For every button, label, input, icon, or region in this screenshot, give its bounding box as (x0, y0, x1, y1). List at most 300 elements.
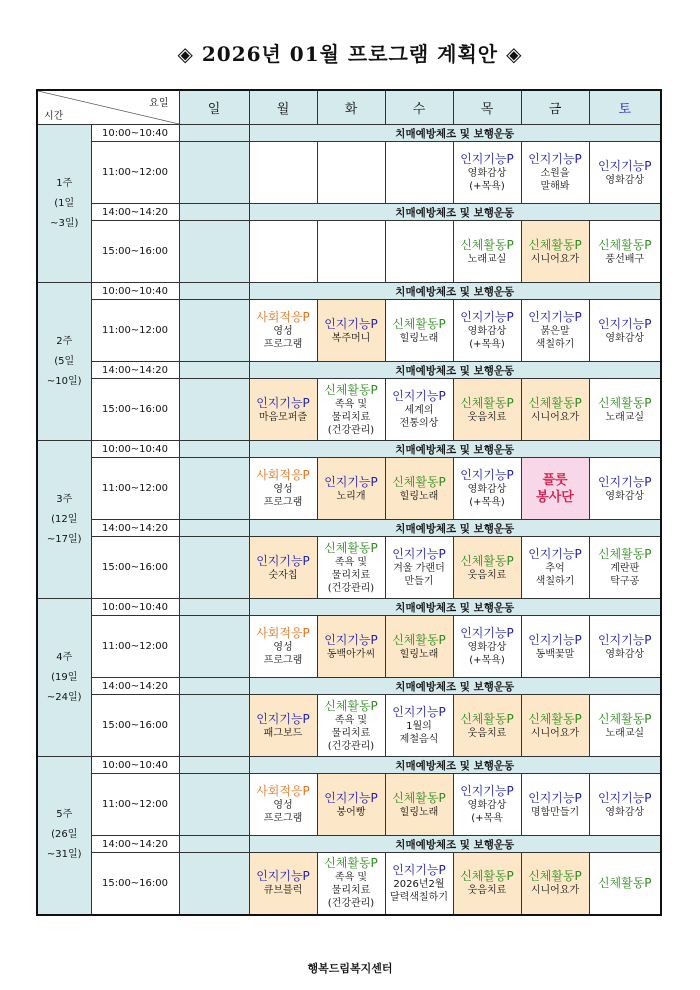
common-activity: 치매예방체조 및 보행운동 (249, 125, 661, 142)
program-cell-thu (453, 537, 521, 599)
program-detail: 물리치료 (331, 569, 371, 581)
program-cell-wed (385, 142, 453, 204)
program-entry (318, 856, 385, 910)
afternoon-program-row (37, 537, 661, 599)
program-category: 인지기능P (256, 553, 310, 568)
sunday-cell (179, 836, 249, 853)
program-category: 신체활동P (392, 632, 446, 647)
program-category: 신체활동P (528, 237, 582, 252)
time-slot: 11:00~12:00 (91, 616, 179, 678)
program-detail: 마음모퍼즐 (258, 411, 308, 423)
program-detail: 만들기 (404, 576, 434, 587)
header-row (37, 90, 661, 125)
program-detail: 명함만들기 (530, 806, 580, 818)
common-activity: 치매예방체조 및 보행운동 (249, 204, 661, 221)
program-category: 신체활동P (324, 856, 378, 871)
morning-program-row (37, 616, 661, 678)
program-category: 인지기능P (528, 547, 582, 561)
program-category: 신체활동P (324, 698, 378, 713)
program-category: 사회적응P (256, 468, 310, 482)
program-entry (386, 317, 453, 345)
time-slot: 14:00~14:20 (91, 204, 179, 221)
program-entry (454, 238, 521, 266)
program-detail: 전통의상 (399, 418, 439, 429)
program-category: 인지기능P (460, 784, 514, 798)
program-category: 신체활동P (460, 711, 514, 726)
day-header-sat: 토 (589, 90, 661, 125)
common-activity: 치매예방체조 및 보행운동 (249, 836, 661, 853)
program-entry (590, 475, 661, 503)
program-cell-tue (317, 221, 385, 283)
program-cell-sat (589, 458, 661, 520)
program-cell-sun (179, 774, 249, 836)
program-cell-tue (317, 853, 385, 915)
program-category: 신체활동P (597, 395, 652, 410)
program-category: 사회적응P (256, 626, 310, 640)
program-detail: 프로그램 (263, 655, 303, 666)
program-category: 인지기능P (597, 790, 652, 805)
program-cell-tue (317, 774, 385, 836)
program-detail: 시니어요가 (530, 253, 580, 265)
morning-common-row (37, 441, 661, 458)
afternoon-program-row (37, 695, 661, 757)
program-category: 신체활동P (528, 869, 582, 884)
program-entry (318, 541, 385, 595)
program-detail: 시니어요가 (530, 727, 580, 739)
program-detail: (건강관리) (327, 898, 375, 910)
program-detail: (+목욕) (469, 339, 505, 350)
program-cell-sun (179, 379, 249, 441)
program-cell-wed (385, 537, 453, 599)
time-slot: 15:00~16:00 (91, 537, 179, 599)
program-category: 인지기능P (528, 790, 582, 805)
program-category: 인지기능P (392, 705, 446, 719)
program-entry (454, 869, 521, 897)
time-slot: 14:00~14:20 (91, 362, 179, 379)
week-label-line: (19일 (51, 671, 78, 683)
program-entry (522, 712, 589, 740)
program-detail: 복주머니 (331, 332, 371, 344)
program-detail: 추억 (545, 563, 565, 574)
morning-common-row (37, 125, 661, 142)
afternoon-program-row (37, 853, 661, 915)
week-label-line: (26일 (51, 829, 78, 841)
program-detail: 웃음치료 (467, 885, 507, 897)
program-cell-thu (453, 853, 521, 915)
program-entry (250, 784, 317, 825)
program-category: 인지기능P (460, 468, 514, 482)
common-activity: 치매예방체조 및 보행운동 (249, 362, 661, 379)
program-detail: (건강관리) (327, 740, 375, 752)
morning-common-row (37, 757, 661, 774)
program-category: 인지기능P (528, 152, 582, 166)
program-detail: 프로그램 (263, 339, 303, 350)
week-label (37, 283, 91, 441)
program-detail: (+목욕) (469, 181, 505, 192)
program-category: 신체활동P (460, 237, 514, 252)
program-entry (590, 159, 661, 187)
program-detail: 패그보드 (263, 727, 303, 739)
program-detail: 영화감상 (605, 806, 645, 818)
program-cell-mon (249, 695, 317, 757)
program-category: 인지기능P (324, 790, 378, 805)
week-label (37, 441, 91, 599)
program-detail: 제철음식 (399, 734, 439, 745)
program-cell-tue (317, 458, 385, 520)
afternoon-common-row (37, 204, 661, 221)
program-detail: 소원을 (540, 168, 570, 179)
program-entry (522, 869, 589, 897)
common-activity: 치매예방체조 및 보행운동 (249, 599, 661, 616)
program-category: 인지기능P (392, 862, 446, 877)
time-slot: 14:00~14:20 (91, 678, 179, 695)
day-header-mon: 월 (249, 90, 317, 125)
program-entry (318, 317, 385, 345)
program-cell-fri (521, 458, 589, 520)
program-cell-sat (589, 616, 661, 678)
program-detail: 영화감상 (605, 648, 645, 660)
week-label-line: 4주 (56, 651, 73, 663)
program-detail: 동백아가씨 (326, 648, 376, 660)
special-event-text: 봉사단 (536, 489, 574, 505)
program-entry (522, 791, 589, 819)
program-category: 신체활동P (460, 553, 514, 568)
program-detail: 물리치료 (331, 885, 371, 897)
time-slot: 10:00~10:40 (91, 757, 179, 774)
program-cell-sun (179, 300, 249, 362)
program-category: 신체활동P (597, 547, 652, 561)
time-slot: 11:00~12:00 (91, 458, 179, 520)
program-category: 인지기능P (460, 152, 514, 166)
program-detail: 영성 (273, 484, 293, 495)
program-category: 신체활동P (392, 790, 446, 805)
morning-program-row (37, 774, 661, 836)
program-cell-wed (385, 853, 453, 915)
program-cell-sat (589, 300, 661, 362)
week-label-line: (12일 (51, 513, 78, 525)
program-category: 신체활동P (392, 316, 446, 331)
program-category: 인지기능P (256, 711, 310, 726)
program-detail: 족욕 및 (334, 714, 368, 726)
day-header-tue: 화 (317, 90, 385, 125)
program-cell-thu (453, 695, 521, 757)
program-cell-wed (385, 616, 453, 678)
week-label-line: ~24일) (46, 691, 82, 703)
program-cell-thu (453, 300, 521, 362)
program-detail: 말해봐 (540, 181, 570, 192)
program-entry (386, 791, 453, 819)
corner-header (37, 90, 179, 125)
program-category: 인지기능P (324, 316, 378, 331)
program-cell-thu (453, 458, 521, 520)
sunday-cell (179, 599, 249, 616)
program-cell-fri (521, 221, 589, 283)
program-cell-fri (521, 142, 589, 204)
program-detail: 영성 (273, 800, 293, 811)
program-entry (454, 626, 521, 667)
program-entry (590, 712, 661, 740)
program-detail: 프로그램 (263, 497, 303, 508)
time-slot: 10:00~10:40 (91, 125, 179, 142)
program-cell-sun (179, 853, 249, 915)
afternoon-common-row (37, 678, 661, 695)
program-entry (386, 705, 453, 746)
program-detail: 노래교실 (605, 727, 645, 739)
program-cell-sat (589, 774, 661, 836)
program-cell-wed (385, 695, 453, 757)
program-cell-fri (521, 853, 589, 915)
program-entry (250, 554, 317, 582)
time-slot: 11:00~12:00 (91, 774, 179, 836)
program-category: 인지기능P (392, 389, 446, 403)
program-detail: 영화감상 (605, 174, 645, 186)
program-detail: 붕어빵 (336, 806, 366, 818)
program-category: 인지기능P (597, 474, 652, 489)
program-category: 신체활동P (528, 395, 582, 410)
common-activity: 치매예방체조 및 보행운동 (249, 757, 661, 774)
program-cell-sat (589, 142, 661, 204)
program-cell-sun (179, 695, 249, 757)
morning-program-row (37, 142, 661, 204)
program-cell-wed (385, 458, 453, 520)
afternoon-common-row (37, 836, 661, 853)
program-detail: 달력색칠하기 (390, 891, 448, 903)
program-cell-sat (589, 537, 661, 599)
afternoon-common-row (37, 362, 661, 379)
program-entry (590, 633, 661, 661)
program-cell-mon (249, 458, 317, 520)
week-label-line: ~10일) (46, 375, 82, 387)
day-header-thu: 목 (453, 90, 521, 125)
program-entry (522, 472, 589, 506)
program-category: 신체활동P (460, 869, 514, 884)
program-detail: (+목욕) (469, 655, 505, 666)
program-detail: 겨울 가랜더 (393, 563, 445, 574)
program-category: 신체활동P (597, 875, 652, 890)
program-detail: 2026년2월 (393, 878, 445, 890)
program-entry (250, 626, 317, 667)
program-cell-fri (521, 774, 589, 836)
sunday-cell (179, 520, 249, 537)
program-detail: 영화감상 (467, 168, 507, 179)
program-category: 신체활동P (324, 540, 378, 555)
program-cell-sat (589, 853, 661, 915)
time-slot: 10:00~10:40 (91, 283, 179, 300)
program-category: 인지기능P (256, 869, 310, 884)
afternoon-program-row (37, 221, 661, 283)
time-slot: 15:00~16:00 (91, 853, 179, 915)
program-category: 사회적응P (256, 784, 310, 798)
schedule-body (37, 125, 661, 915)
program-category: 인지기능P (460, 310, 514, 324)
program-detail: 색칠하기 (535, 576, 575, 587)
program-entry (590, 791, 661, 819)
program-detail: 색칠하기 (535, 339, 575, 350)
program-entry (522, 152, 589, 193)
program-entry (250, 712, 317, 740)
program-cell-sat (589, 379, 661, 441)
program-entry (454, 712, 521, 740)
sunday-cell (179, 204, 249, 221)
common-activity: 치매예방체조 및 보행운동 (249, 283, 661, 300)
program-cell-tue (317, 537, 385, 599)
program-cell-fri (521, 616, 589, 678)
program-category: 신체활동P (597, 237, 652, 252)
program-detail: 1월의 (406, 721, 432, 732)
time-slot: 14:00~14:20 (91, 520, 179, 537)
week-label-line: 5주 (56, 809, 73, 821)
program-cell-mon (249, 774, 317, 836)
program-detail: 시니어요가 (530, 885, 580, 897)
program-detail: 풍선배구 (605, 253, 645, 265)
day-header-fri: 금 (521, 90, 589, 125)
program-entry (386, 389, 453, 430)
program-cell-mon (249, 142, 317, 204)
program-entry (250, 396, 317, 424)
program-entry (318, 791, 385, 819)
program-entry (318, 383, 385, 437)
program-cell-mon (249, 221, 317, 283)
program-category: 신체활동P (528, 711, 582, 726)
program-entry (250, 310, 317, 351)
day-header-sun: 일 (179, 90, 249, 125)
program-detail: 웃음치료 (467, 411, 507, 423)
program-detail: 영화감상 (605, 332, 645, 344)
program-detail: 웃음치료 (467, 727, 507, 739)
day-header-wed: 수 (385, 90, 453, 125)
program-detail: 영화감상 (467, 326, 507, 337)
program-detail: 탁구공 (610, 576, 640, 587)
morning-common-row (37, 599, 661, 616)
program-detail: 세계의 (404, 405, 434, 416)
time-slot: 15:00~16:00 (91, 695, 179, 757)
program-entry (590, 238, 661, 266)
program-category: 인지기능P (256, 395, 310, 410)
program-entry (386, 547, 453, 588)
program-detail: (+목욕 (471, 813, 503, 824)
program-category: 인지기능P (597, 632, 652, 647)
program-detail: 노래교실 (605, 411, 645, 423)
week-label-line: ~17일) (46, 533, 82, 545)
program-category: 인지기능P (597, 316, 652, 331)
common-activity: 치매예방체조 및 보행운동 (249, 441, 661, 458)
program-detail: 물리치료 (331, 727, 371, 739)
program-detail: (건강관리) (327, 582, 375, 594)
time-slot: 10:00~10:40 (91, 599, 179, 616)
program-entry (522, 547, 589, 588)
program-detail: 영화감상 (467, 484, 507, 495)
program-detail: 영성 (273, 326, 293, 337)
program-cell-wed (385, 774, 453, 836)
program-category: 인지기능P (324, 632, 378, 647)
week-label (37, 125, 91, 283)
sunday-cell (179, 678, 249, 695)
program-detail: (건강관리) (327, 424, 375, 436)
time-slot: 10:00~10:40 (91, 441, 179, 458)
program-cell-sat (589, 221, 661, 283)
program-entry (386, 863, 453, 904)
sunday-cell (179, 283, 249, 300)
program-entry (250, 869, 317, 897)
week-label-line: 2주 (56, 335, 73, 347)
week-label (37, 757, 91, 915)
schedule-table (36, 89, 662, 916)
program-detail: 힐링노래 (399, 806, 439, 818)
program-entry (318, 699, 385, 753)
program-category: 인지기능P (324, 474, 378, 489)
program-category: 사회적응P (256, 310, 310, 324)
program-cell-tue (317, 695, 385, 757)
program-entry (590, 547, 661, 588)
program-entry (386, 475, 453, 503)
program-detail: 노리개 (336, 490, 366, 502)
week-label-line: 3주 (56, 493, 73, 505)
program-entry (522, 396, 589, 424)
program-cell-mon (249, 379, 317, 441)
program-detail: 영화감상 (467, 800, 507, 811)
program-cell-sat (589, 695, 661, 757)
program-entry (386, 633, 453, 661)
program-cell-mon (249, 300, 317, 362)
morning-program-row (37, 458, 661, 520)
program-cell-fri (521, 537, 589, 599)
program-cell-tue (317, 616, 385, 678)
program-entry (522, 310, 589, 351)
program-category: 신체활동P (460, 395, 514, 410)
afternoon-common-row (37, 520, 661, 537)
program-detail: 노래교실 (467, 253, 507, 265)
program-entry (318, 475, 385, 503)
program-detail: 계란판 (610, 563, 640, 574)
program-cell-fri (521, 300, 589, 362)
program-entry (318, 633, 385, 661)
program-entry (590, 317, 661, 345)
program-detail: 동백꽃말 (535, 648, 575, 660)
program-cell-sun (179, 221, 249, 283)
sunday-cell (179, 362, 249, 379)
program-entry (454, 396, 521, 424)
common-activity: 치매예방체조 및 보행운동 (249, 520, 661, 537)
program-category: 인지기능P (597, 158, 652, 173)
program-detail: 큐브블럭 (263, 885, 303, 897)
day-axis-label: 요일 (149, 98, 169, 109)
program-detail: 영성 (273, 642, 293, 653)
program-detail: 힐링노래 (399, 648, 439, 660)
program-entry (522, 633, 589, 661)
program-entry (522, 238, 589, 266)
program-category: 인지기능P (460, 626, 514, 640)
program-entry (250, 468, 317, 509)
morning-common-row (37, 283, 661, 300)
program-cell-thu (453, 142, 521, 204)
program-entry (454, 554, 521, 582)
program-detail: 붉은말 (540, 326, 570, 337)
program-detail: (+목욕) (469, 497, 505, 508)
program-cell-fri (521, 695, 589, 757)
program-detail: 프로그램 (263, 813, 303, 824)
page-title: ◈ 2026년 01월 프로그램 계획안 ◈ (177, 42, 523, 66)
program-category: 신체활동P (324, 382, 378, 397)
program-category: 신체활동P (392, 474, 446, 489)
time-slot: 15:00~16:00 (91, 221, 179, 283)
program-entry (454, 152, 521, 193)
special-event-text: 플룻 (542, 472, 568, 488)
program-entry (454, 468, 521, 509)
program-detail: 시니어요가 (530, 411, 580, 423)
program-cell-tue (317, 379, 385, 441)
week-label-line: ~31일) (46, 849, 82, 861)
program-cell-mon (249, 616, 317, 678)
